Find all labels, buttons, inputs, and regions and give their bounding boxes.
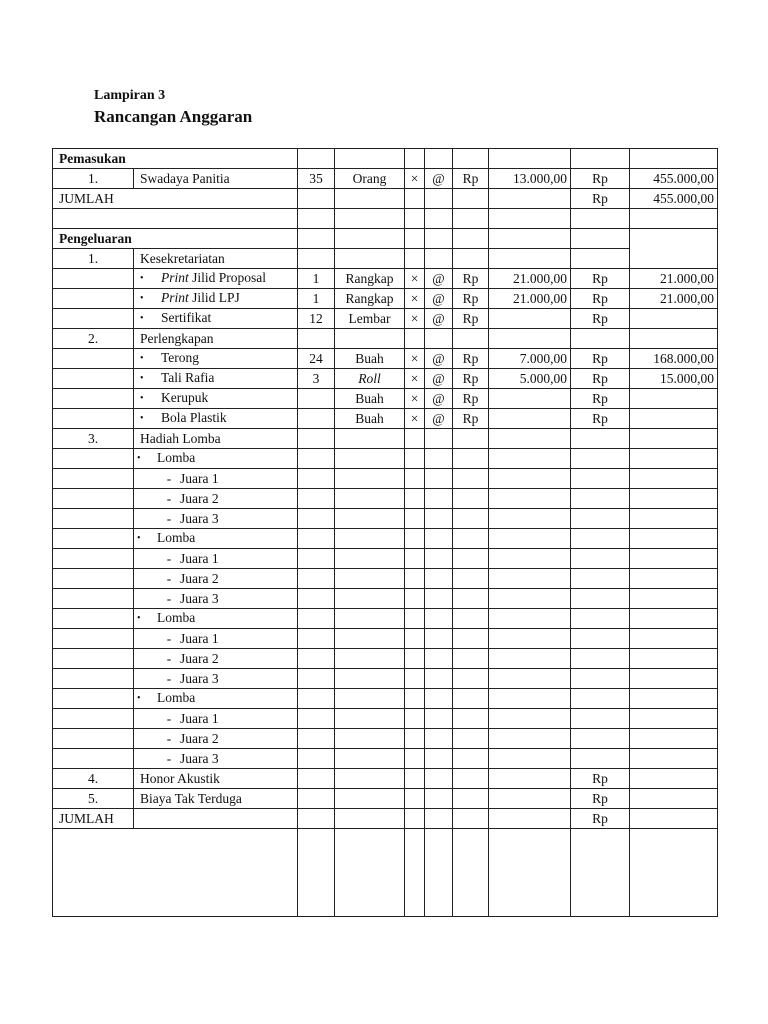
times-sign: × xyxy=(405,389,425,409)
juara-label: - Juara 2 xyxy=(134,729,298,749)
juara-row xyxy=(53,489,718,509)
income-total-row xyxy=(53,189,718,209)
juara-label: - Juara 1 xyxy=(134,629,298,649)
juara-label: - Juara 2 xyxy=(134,489,298,509)
line-total: 455.000,00 xyxy=(630,169,718,189)
table-row xyxy=(53,169,718,189)
line-total: 168.000,00 xyxy=(630,349,718,369)
item-unit: Rangkap xyxy=(335,269,405,289)
times-sign: × xyxy=(405,289,425,309)
table-row xyxy=(53,269,718,289)
expense-total-row xyxy=(53,809,718,829)
item-name: • Sertifikat xyxy=(134,309,298,329)
table-row xyxy=(53,349,718,369)
item-unit: Buah xyxy=(335,409,405,429)
at-sign: @ xyxy=(425,289,453,309)
lomba-label: • Lomba xyxy=(134,529,298,549)
item-qty: 24 xyxy=(298,349,335,369)
at-sign: @ xyxy=(425,309,453,329)
group-row xyxy=(53,769,718,789)
currency-label: Rp xyxy=(453,309,489,329)
juara-row xyxy=(53,649,718,669)
item-unit: Rangkap xyxy=(335,289,405,309)
currency-label: Rp xyxy=(571,809,630,829)
group-row xyxy=(53,429,718,449)
times-sign: × xyxy=(405,309,425,329)
times-sign: × xyxy=(405,269,425,289)
lomba-row xyxy=(53,449,718,469)
item-unit: Roll xyxy=(335,369,405,389)
group-number: 3. xyxy=(53,429,134,449)
juara-row xyxy=(53,549,718,569)
line-total: 21.000,00 xyxy=(630,269,718,289)
item-qty: 12 xyxy=(298,309,335,329)
currency-label: Rp xyxy=(453,389,489,409)
expense-heading-row xyxy=(53,229,718,249)
item-unit: Buah xyxy=(335,389,405,409)
dash-marker: - xyxy=(166,670,172,686)
at-sign: @ xyxy=(425,269,453,289)
currency-label: Rp xyxy=(571,369,630,389)
currency-label: Rp xyxy=(571,769,630,789)
times-sign: × xyxy=(405,169,425,189)
at-sign: @ xyxy=(425,169,453,189)
currency-label: Rp xyxy=(453,169,489,189)
bullet-icon: • xyxy=(140,313,144,324)
table-row xyxy=(53,369,718,389)
bullet-icon: • xyxy=(137,613,141,624)
at-sign: @ xyxy=(425,389,453,409)
currency-label: Rp xyxy=(453,289,489,309)
item-qty: 35 xyxy=(298,169,335,189)
table-row xyxy=(53,309,718,329)
dash-marker: - xyxy=(166,730,172,746)
juara-row xyxy=(53,709,718,729)
currency-label: Rp xyxy=(453,409,489,429)
dash-marker: - xyxy=(166,470,172,486)
group-row xyxy=(53,789,718,809)
lomba-row xyxy=(53,609,718,629)
page-title: Rancangan Anggaran xyxy=(94,107,253,126)
currency-label: Rp xyxy=(571,389,630,409)
income-heading-row xyxy=(53,149,718,169)
dash-marker: - xyxy=(166,490,172,506)
bullet-icon: • xyxy=(137,693,141,704)
income-heading: Pemasukan xyxy=(53,149,298,169)
juara-row xyxy=(53,729,718,749)
juara-label: - Juara 2 xyxy=(134,569,298,589)
expense-heading: Pengeluaran xyxy=(53,229,298,249)
unit-price: 21.000,00 xyxy=(489,289,571,309)
line-total: 21.000,00 xyxy=(630,289,718,309)
juara-label: - Juara 3 xyxy=(134,749,298,769)
table-row xyxy=(53,389,718,409)
juara-label: - Juara 3 xyxy=(134,669,298,689)
times-sign: × xyxy=(405,369,425,389)
table-row xyxy=(53,289,718,309)
dash-marker: - xyxy=(166,510,172,526)
group-name: Kesekretariatan xyxy=(134,249,298,269)
currency-label: Rp xyxy=(571,169,630,189)
item-name: • Print Jilid LPJ xyxy=(134,289,298,309)
item-unit: Buah xyxy=(335,349,405,369)
currency-label: Rp xyxy=(571,349,630,369)
dash-marker: - xyxy=(166,550,172,566)
currency-label: Rp xyxy=(571,269,630,289)
unit-price: 7.000,00 xyxy=(489,349,571,369)
at-sign: @ xyxy=(425,349,453,369)
lomba-label: • Lomba xyxy=(134,609,298,629)
lomba-label: • Lomba xyxy=(134,689,298,709)
group-name: Hadiah Lomba xyxy=(134,429,298,449)
dash-marker: - xyxy=(166,630,172,646)
item-number: 1. xyxy=(53,169,134,189)
juara-row xyxy=(53,469,718,489)
juara-label: - Juara 3 xyxy=(134,509,298,529)
bullet-icon: • xyxy=(137,453,141,464)
bullet-icon: • xyxy=(140,293,144,304)
item-unit: Orang xyxy=(335,169,405,189)
item-name: • Bola Plastik xyxy=(134,409,298,429)
lomba-row xyxy=(53,529,718,549)
currency-label: Rp xyxy=(571,409,630,429)
bullet-icon: • xyxy=(140,353,144,364)
attachment-label: Lampiran 3 xyxy=(94,88,166,103)
budget-table xyxy=(52,148,718,917)
currency-label: Rp xyxy=(453,269,489,289)
lomba-row xyxy=(53,689,718,709)
juara-row xyxy=(53,749,718,769)
juara-row xyxy=(53,509,718,529)
group-name: Perlengkapan xyxy=(134,329,298,349)
item-qty: 1 xyxy=(298,289,335,309)
item-qty: 3 xyxy=(298,369,335,389)
dash-marker: - xyxy=(166,710,172,726)
item-unit: Lembar xyxy=(335,309,405,329)
juara-row xyxy=(53,669,718,689)
group-name: Honor Akustik xyxy=(134,769,298,789)
times-sign: × xyxy=(405,349,425,369)
juara-label: - Juara 3 xyxy=(134,589,298,609)
total-label: JUMLAH xyxy=(53,809,134,829)
currency-label: Rp xyxy=(571,789,630,809)
currency-label: Rp xyxy=(571,309,630,329)
dash-marker: - xyxy=(166,750,172,766)
currency-label: Rp xyxy=(571,289,630,309)
at-sign: @ xyxy=(425,369,453,389)
unit-price: 21.000,00 xyxy=(489,269,571,289)
group-row xyxy=(53,329,718,349)
income-total-value: 455.000,00 xyxy=(630,189,718,209)
juara-row xyxy=(53,629,718,649)
currency-label: Rp xyxy=(571,189,630,209)
unit-price: 13.000,00 xyxy=(489,169,571,189)
item-qty: 1 xyxy=(298,269,335,289)
dash-marker: - xyxy=(166,650,172,666)
lomba-label: • Lomba xyxy=(134,449,298,469)
line-total: 15.000,00 xyxy=(630,369,718,389)
currency-label: Rp xyxy=(453,349,489,369)
dash-marker: - xyxy=(166,570,172,586)
bullet-icon: • xyxy=(137,533,141,544)
total-label: JUMLAH xyxy=(53,189,298,209)
juara-row xyxy=(53,569,718,589)
juara-label: - Juara 1 xyxy=(134,549,298,569)
juara-label: - Juara 1 xyxy=(134,709,298,729)
juara-row xyxy=(53,589,718,609)
blank-footer-row xyxy=(53,829,718,917)
table-row xyxy=(53,409,718,429)
currency-label: Rp xyxy=(453,369,489,389)
item-name: • Print Jilid Proposal xyxy=(134,269,298,289)
item-name: • Kerupuk xyxy=(134,389,298,409)
group-number: 1. xyxy=(53,249,134,269)
times-sign: × xyxy=(405,409,425,429)
group-number: 4. xyxy=(53,769,134,789)
group-number: 5. xyxy=(53,789,134,809)
juara-label: - Juara 1 xyxy=(134,469,298,489)
bullet-icon: • xyxy=(140,273,144,284)
item-name: • Tali Rafia xyxy=(134,369,298,389)
juara-label: - Juara 2 xyxy=(134,649,298,669)
item-name: Swadaya Panitia xyxy=(134,169,298,189)
unit-price: 5.000,00 xyxy=(489,369,571,389)
group-number: 2. xyxy=(53,329,134,349)
bullet-icon: • xyxy=(140,393,144,404)
item-name: • Terong xyxy=(134,349,298,369)
group-row xyxy=(53,249,718,269)
at-sign: @ xyxy=(425,409,453,429)
bullet-icon: • xyxy=(140,413,144,424)
bullet-icon: • xyxy=(140,373,144,384)
group-name: Biaya Tak Terduga xyxy=(134,789,298,809)
spacer-row xyxy=(53,209,718,229)
dash-marker: - xyxy=(166,590,172,606)
